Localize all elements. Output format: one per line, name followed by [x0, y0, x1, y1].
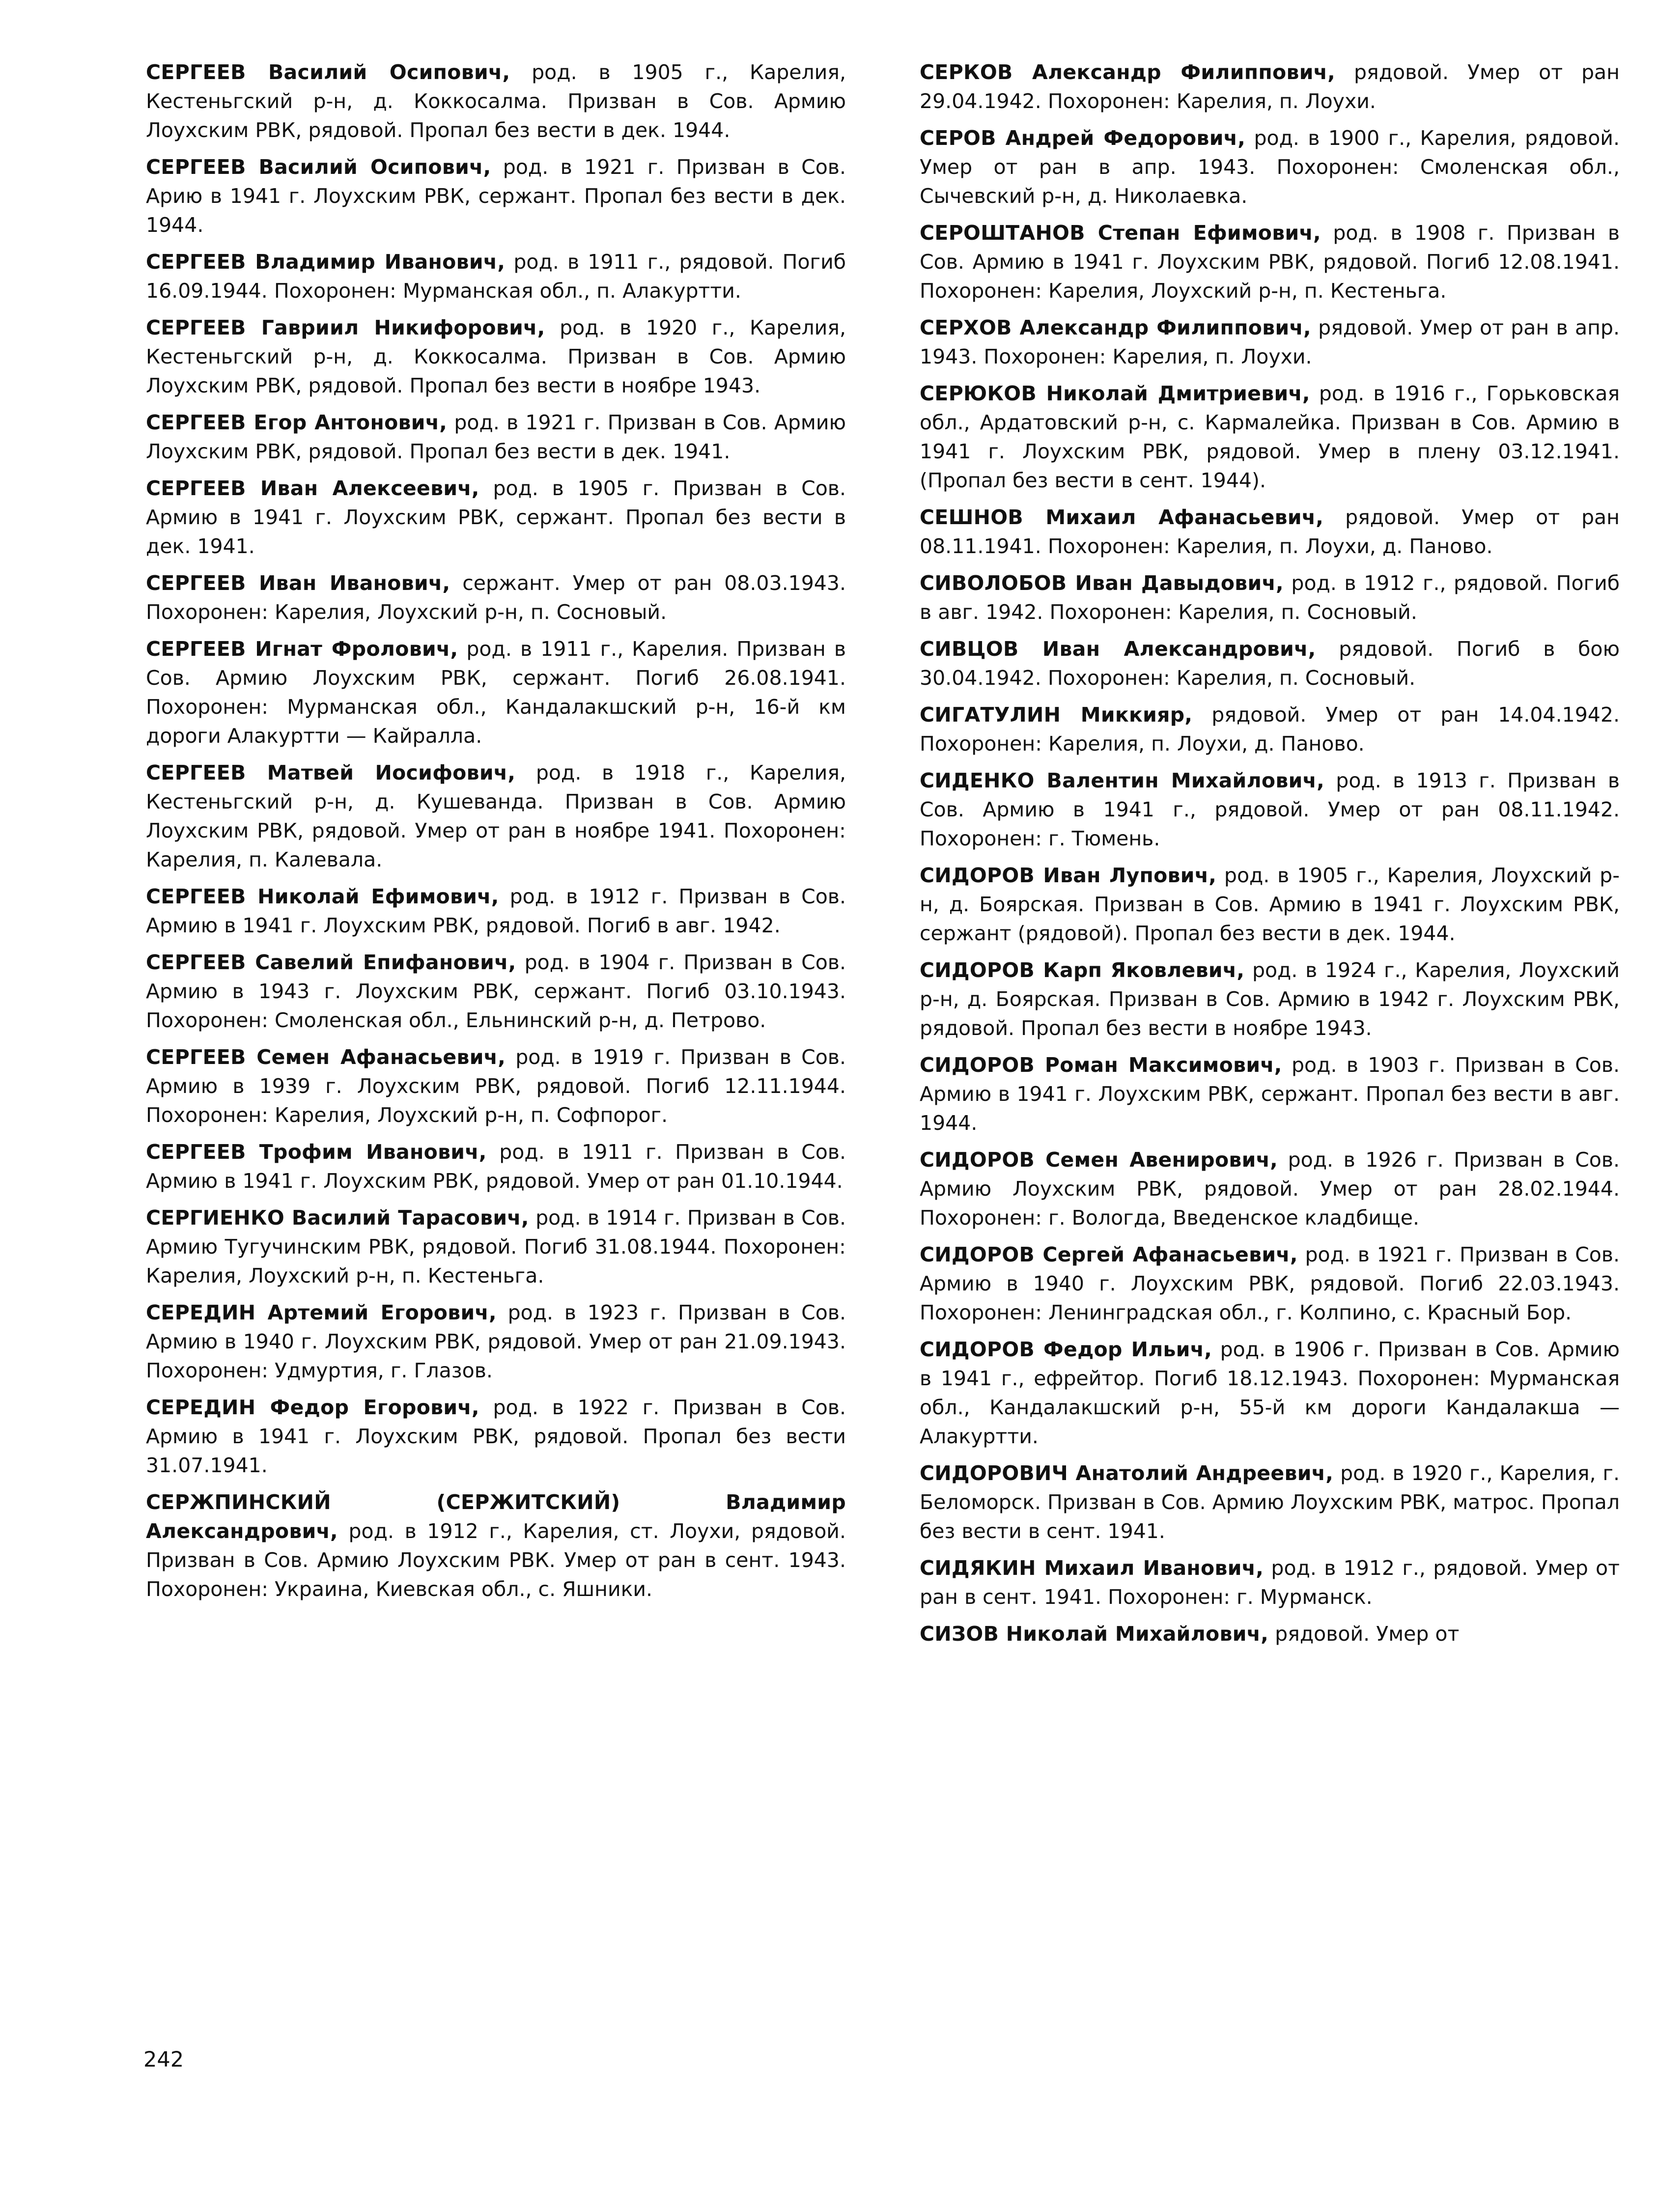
entry-text: род. в 1914 г. Призван в Сов. Армию Тугучинским РВК, рядовой. Погиб 31.08.1944. Похоронен: Карелия, Лоухский р-н, п. Кестеньга. [146, 1206, 846, 1288]
entry [920, 700, 1620, 758]
entry [920, 1459, 1620, 1546]
entry-name: СИДЕНКО Валентин Михайлович, [920, 769, 1324, 792]
entry [146, 948, 846, 1035]
entry [920, 1335, 1620, 1451]
entry [920, 861, 1620, 948]
entry-name: СЕРГЕЕВ Николай Ефимович, [146, 885, 499, 908]
entry-name: СЕРГЕЕВ Матвей Иосифович, [146, 761, 516, 784]
entry-text: род. в 1905 г., Карелия, Лоухский р-н, д. Боярская. Призван в Сов. Армию в 1941 г. Лоухским РВК, сержант (рядовой). Пропал без вести в дек. 1944. [920, 864, 1620, 945]
entry-name: СЕРГЕЕВ Игнат Фролович, [146, 637, 458, 661]
entry-text: род. в 1924 г., Карелия, Лоухский р-н, д. Боярская. Призван в Сов. Армию в 1942 г. Лоухским РВК, рядовой. Пропал без вести в ноябре 1943. [920, 958, 1620, 1040]
entry [920, 569, 1620, 627]
entry-name: СИДЯКИН Михаил Иванович, [920, 1556, 1264, 1580]
entry [920, 1554, 1620, 1612]
entry [920, 503, 1620, 561]
entry-text: род. в 1919 г. Призван в Сов. Армию в 1939 г. Лоухским РВК, рядовой. Погиб 12.11.1944. Похоронен: Карелия, Лоухский р-н, п. Софпорог. [146, 1045, 846, 1127]
entry-name: СИЗОВ Николай Михайлович, [920, 1622, 1269, 1646]
entry-name: СЕРЕДИН Федор Егорович, [146, 1396, 479, 1419]
entry-text: род. в 1900 г., Карелия, рядовой. Умер от ран в апр. 1943. Похоронен: Смоленская обл., Сычевский р-н, д. Николаевка. [920, 126, 1620, 208]
entry [920, 1146, 1620, 1232]
entry-text: род. в 1921 г. Призван в Сов. Арию в 1941 г. Лоухским РВК, сержант. Пропал без вести в дек. 1944. [146, 155, 846, 237]
entry-name: СЕРГЕЕВ Гавриил Никифорович, [146, 316, 545, 339]
entry [920, 635, 1620, 693]
entry-name: СЕРГЕЕВ Егор Антонович, [146, 411, 448, 434]
entry-name: СЕРЮКОВ Николай Дмитриевич, [920, 382, 1310, 405]
entry [920, 379, 1620, 495]
entry-text: род. в 1920 г., Карелия, г. Беломорск. Призван в Сов. Армию Лоухским РВК, матрос. Пропал без вести в сент. 1941. [920, 1461, 1620, 1543]
entry-name: СЕРГЕЕВ Савелий Епифанович, [146, 951, 516, 974]
entry-name: СЕРКОВ Александр Филиппович, [920, 60, 1336, 84]
entry-text: рядовой. Умер от [1268, 1622, 1460, 1646]
entry-name: СЕРЕДИН Артемий Егорович, [146, 1301, 497, 1324]
entry-name: СИДОРОВ Иван Лупович, [920, 864, 1217, 887]
entry [920, 313, 1620, 371]
entry [920, 956, 1620, 1043]
entry-name: СИВЦОВ Иван Александрович, [920, 637, 1316, 661]
entry [920, 124, 1620, 211]
entry-text: род. в 1911 г., Карелия. Призван в Сов. Армию Лоухским РВК, сержант. Погиб 26.08.1941. Похоронен: Мурманская обл., Кандалакшский р-н, 16-й км дороги Алакуртти — Кайралла. [146, 637, 846, 748]
entry-text: род. в 1926 г. Призван в Сов. Армию Лоухским РВК, рядовой. Умер от ран 28.02.1944. Похоронен: г. Вологда, Введенское кладбище. [920, 1148, 1620, 1230]
entry-text: сержант. Умер от ран 08.03.1943. Похоронен: Карелия, Лоухский р-н, п. Сосновый. [146, 571, 846, 624]
right-column [920, 58, 1620, 1656]
entry [920, 1620, 1620, 1649]
entry-text: род. в 1921 г. Призван в Сов. Армию в 1940 г. Лоухским РВК, рядовой. Погиб 22.03.1943. Похоронен: Ленинградская обл., г. Колпино, с. Красный Бор. [920, 1243, 1620, 1324]
entry-text: род. в 1922 г. Призван в Сов. Армию в 1941 г. Лоухским РВК, рядовой. Пропал без вести 31.07.1941. [146, 1396, 846, 1477]
entry-text: род. в 1923 г. Призван в Сов. Армию в 1940 г. Лоухским РВК, рядовой. Умер от ран 21.09.1943. Похоронен: Удмуртия, г. Глазов. [146, 1301, 846, 1382]
entry [146, 1204, 846, 1290]
entry [146, 1298, 846, 1385]
entry-name: СЕРОШТАНОВ Степан Ефимович, [920, 221, 1321, 245]
entry [146, 408, 846, 466]
entry-name: СЕРЖПИНСКИЙ (СЕРЖИТСКИЙ) Владимир Александрович, [146, 1490, 846, 1543]
entry [146, 569, 846, 627]
entry-name: СИДОРОВ Семен Авенирович, [920, 1148, 1278, 1172]
entry-text: род. в 1912 г., Карелия, ст. Лоухи, рядовой. Призван в Сов. Армию Лоухским РВК. Умер от ран в сент. 1943. Похоронен: Украина, Киевская обл., с. Яшники. [146, 1519, 846, 1601]
entry-text: род. в 1906 г. Призван в Сов. Армию в 1941 г., ефрейтор. Погиб 18.12.1943. Похоронен: Мурманская обл., Кандалакшский р-н, 55-й км дороги Кандалакша — Алакуртти. [920, 1338, 1620, 1448]
entry-text: род. в 1912 г. Призван в Сов. Армию в 1941 г. Лоухским РВК, рядовой. Погиб в авг. 1942. [146, 885, 846, 937]
entry [920, 219, 1620, 306]
entry-text: род. в 1912 г., рядовой. Умер от ран в сент. 1941. Похоронен: г. Мурманск. [920, 1556, 1620, 1609]
entry-text: род. в 1904 г. Призван в Сов. Армию в 1943 г. Лоухским РВК, сержант. Погиб 03.10.1943. Похоронен: Смоленская обл., Ельнинский р-н, д. Петрово. [146, 951, 846, 1032]
entry-text: рядовой. Умер от ран 14.04.1942. Похоронен: Карелия, п. Лоухи, д. Паново. [920, 703, 1620, 756]
entry-text: рядовой. Погиб в бою 30.04.1942. Похоронен: Карелия, п. Сосновый. [920, 637, 1620, 690]
entry-text: род. в 1916 г., Горьковская обл., Ардатовский р-н, с. Кармалейка. Призван в Сов. Армию в 1941 г. Лоухским РВК, рядовой. Умер в плену 03.12.1941. (Пропал без вести в сент. 1944). [920, 382, 1620, 492]
entry-name: СИГАТУЛИН Миккияр, [920, 703, 1193, 727]
entry-text: род. в 1903 г. Призван в Сов. Армию в 1941 г. Лоухским РВК, сержант. Пропал без вести в авг. 1944. [920, 1053, 1620, 1135]
entry [146, 882, 846, 940]
entry-name: СЕРГЕЕВ Семен Афанасьевич, [146, 1045, 506, 1069]
entry [146, 1488, 846, 1604]
entry [920, 1240, 1620, 1327]
entry-text: род. в 1921 г. Призван в Сов. Армию Лоухским РВК, рядовой. Пропал без вести в дек. 1941. [146, 411, 846, 463]
entry-name: СИДОРОВ Карп Яковлевич, [920, 958, 1245, 982]
entry-text: род. в 1911 г., рядовой. Погиб 16.09.1944. Похоронен: Мурманская обл., п. Алакуртти. [146, 250, 846, 303]
entry [146, 1043, 846, 1130]
entry-name: СИВОЛОБОВ Иван Давыдович, [920, 571, 1284, 595]
entry [920, 1051, 1620, 1138]
entry-text: род. в 1918 г., Карелия, Кестеньгский р-н, д. Кушеванда. Призван в Сов. Армию Лоухским РВК, рядовой. Умер от ран в ноябре 1941. Похоронен: Карелия, п. Калевала. [146, 761, 846, 871]
left-column [146, 58, 846, 1612]
entry-text: род. в 1913 г. Призван в Сов. Армию в 1941 г., рядовой. Умер от ран 08.11.1942. Похоронен: г. Тюмень. [920, 769, 1620, 850]
entry [146, 313, 846, 400]
entry-name: СИДОРОВИЧ Анатолий Андреевич, [920, 1461, 1334, 1485]
entry-name: СИДОРОВ Роман Максимович, [920, 1053, 1282, 1077]
entry-name: СЕРОВ Андрей Федорович, [920, 126, 1246, 150]
entry [146, 153, 846, 240]
entry-name: СЕШНОВ Михаил Афанасьевич, [920, 505, 1324, 529]
entry-name: СЕРГИЕНКО Василий Тарасович, [146, 1206, 529, 1230]
entry [146, 474, 846, 561]
entry-text: рядовой. Умер от ран в апр. 1943. Похоронен: Карелия, п. Лоухи. [920, 316, 1620, 368]
entry-text: род. в 1905 г. Призван в Сов. Армию в 1941 г. Лоухским РВК, сержант. Пропал без вести в дек. 1941. [146, 476, 846, 558]
entry-text: род. в 1920 г., Карелия, Кестеньгский р-н, д. Коккосалма. Призван в Сов. Армию Лоухским РВК, рядовой. Пропал без вести в ноябре 1943. [146, 316, 846, 397]
entry [146, 1393, 846, 1480]
entry [146, 758, 846, 874]
entry [146, 248, 846, 306]
entry [920, 766, 1620, 853]
entry-text: рядовой. Умер от ран 29.04.1942. Похоронен: Карелия, п. Лоухи. [920, 60, 1620, 113]
entry-name: СИДОРОВ Федор Ильич, [920, 1338, 1212, 1361]
entry-name: СЕРГЕЕВ Василий Осипович, [146, 60, 510, 84]
entry [146, 635, 846, 751]
entry-name: СЕРХОВ Александр Филиппович, [920, 316, 1311, 339]
entry-name: СЕРГЕЕВ Василий Осипович, [146, 155, 491, 179]
entry-name: СЕРГЕЕВ Иван Алексеевич, [146, 476, 479, 500]
entry [146, 1138, 846, 1196]
entry [920, 58, 1620, 116]
entry-text: род. в 1911 г. Призван в Сов. Армию в 1941 г. Лоухским РВК, рядовой. Умер от ран 01.10.1944. [146, 1140, 846, 1193]
entry-text: род. в 1912 г., рядовой. Погиб в авг. 1942. Похоронен: Карелия, п. Сосновый. [920, 571, 1620, 624]
entry-text: рядовой. Умер от ран 08.11.1941. Похоронен: Карелия, п. Лоухи, д. Паново. [920, 505, 1620, 558]
entry-name: СЕРГЕЕВ Владимир Иванович, [146, 250, 506, 274]
entry-text: род. в 1905 г., Карелия, Кестеньгский р-н, д. Коккосалма. Призван в Сов. Армию Лоухским РВК, рядовой. Пропал без вести в дек. 1944. [146, 60, 846, 142]
entry-name: СЕРГЕЕВ Трофим Иванович, [146, 1140, 487, 1164]
entry-name: СЕРГЕЕВ Иван Иванович, [146, 571, 450, 595]
page-number: 242 [143, 2047, 184, 2072]
entry-text: род. в 1908 г. Призван в Сов. Армию в 1941 г. Лоухским РВК, рядовой. Погиб 12.08.1941. Похоронен: Карелия, Лоухский р-н, п. Кестеньга. [920, 221, 1620, 303]
entry-name: СИДОРОВ Сергей Афанасьевич, [920, 1243, 1298, 1266]
entry [146, 58, 846, 145]
